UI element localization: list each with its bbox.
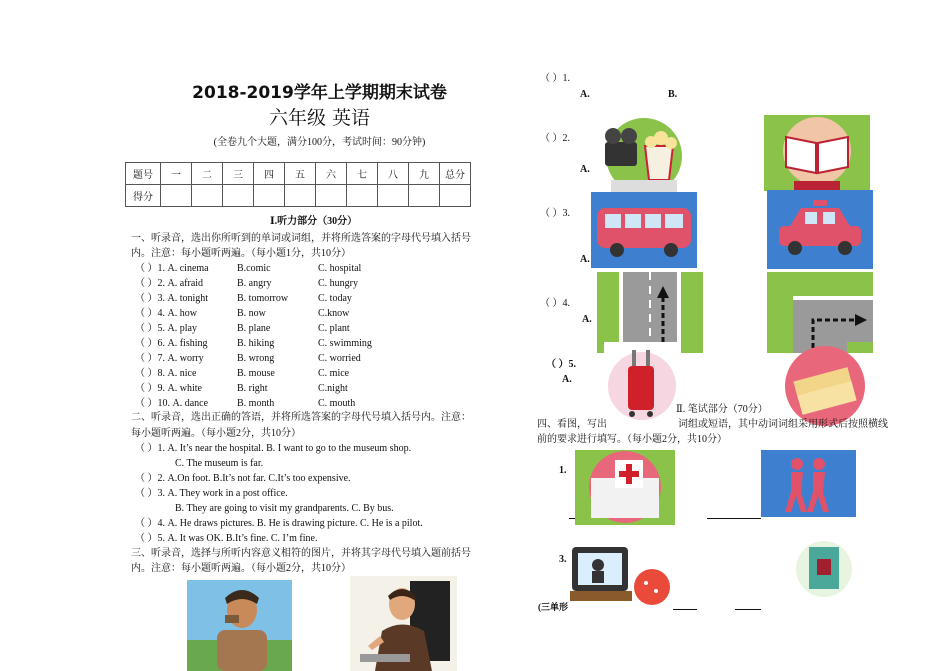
part1-item-option-b: B. wrong [237, 353, 275, 364]
part1-item-option-b: B. tomorrow [237, 293, 289, 304]
book-picture [795, 537, 853, 601]
part1-item-option-a: （ ）4. A. how [135, 308, 197, 319]
score-cell[interactable] [161, 185, 192, 207]
score-col: 二 [192, 163, 223, 185]
part3-instruction: 三、听录音，选择与所听内容意义相符的图片，并将其字母代号填入题前括号 [131, 548, 471, 559]
score-cell[interactable] [285, 185, 316, 207]
part1-item-option-c: C. hospital [318, 263, 362, 274]
score-cell[interactable] [223, 185, 254, 207]
score-col: 四 [254, 163, 285, 185]
part1-item-option-b: B. now [237, 308, 266, 319]
score-col: 七 [347, 163, 378, 185]
suitcase-picture [604, 342, 678, 422]
part1-item-option-c: C. worried [318, 353, 361, 364]
book-cover-icon [795, 537, 853, 601]
answer-blank[interactable] [735, 609, 761, 610]
q3-label: （ ）3. [540, 208, 570, 219]
part1-item-option-b: B. hiking [237, 338, 275, 349]
score-col: 六 [316, 163, 347, 185]
q1-label: （ ）1. [540, 73, 570, 84]
part1-item-option-b: B. right [237, 383, 268, 394]
part1-item-option-a: （ ）1. A. cinema [135, 263, 209, 274]
ticket-icon [785, 346, 865, 426]
score-table-header-row [126, 163, 471, 185]
part1-item-option-a: （ ）5. A. play [135, 323, 197, 334]
cinema-picture [591, 118, 697, 194]
score-cell[interactable] [347, 185, 378, 207]
part1-item-option-c: C.night [318, 383, 348, 394]
part1-item-option-a: （ ）6. A. fishing [135, 338, 208, 349]
answer-blank[interactable] [569, 518, 575, 519]
part1-item-option-a: （ ）2. A. afraid [135, 278, 204, 289]
part4-instruction: 词组或短语，其中动词词组采用形式后按照横线 [678, 419, 888, 430]
walk-picture [761, 450, 856, 517]
part1-item-option-c: C. today [318, 293, 352, 304]
movie-camera-popcorn-icon [591, 118, 697, 194]
score-table-score-row [126, 185, 471, 207]
tickets-picture [785, 346, 865, 426]
part2-line: （ ）4. A. He draws pictures. B. He is drawing picture. C. He is a pilot. [135, 518, 423, 529]
p1-label: 1. [559, 465, 567, 476]
part1-instruction: 一、听录音，选出你所听到的单词或词组，并将所选答案的字母代号填入括号 [131, 233, 471, 244]
p-label: (三单形 [538, 602, 568, 612]
part1-item-option-c: C. mice [318, 368, 350, 379]
tv-icon [570, 543, 672, 609]
part1-item-option-c: C. plant [318, 323, 350, 334]
exam-title: 2018-2019学年上学期期末试卷 [192, 83, 447, 103]
score-table-label: 题号 [126, 163, 161, 185]
section1-heading: Ⅰ.听力部分（30分） [270, 216, 358, 227]
bus-picture [591, 192, 697, 268]
exam-note: (全卷九个大题，满分100分，考试时间：90分钟) [213, 137, 426, 148]
score-cell[interactable] [409, 185, 440, 207]
q5-option-a: A. [562, 374, 572, 385]
score-table [125, 162, 471, 207]
p3-label: 3. [559, 554, 567, 565]
score-col: 九 [409, 163, 440, 185]
part1-item-option-a: （ ）9. A. white [135, 383, 202, 394]
part1-item-option-a: （ ）3. A. tonight [135, 293, 209, 304]
score-col: 五 [285, 163, 316, 185]
part1-item-option-b: B. plane [237, 323, 271, 334]
part1-item-option-a: （ ）7. A. worry [135, 353, 204, 364]
turn-road-picture [767, 272, 873, 353]
open-book-icon [764, 115, 870, 191]
part4-instruction: 前的要求进行填写。（每小题2分，共10分） [537, 434, 727, 445]
office-man-icon [350, 576, 457, 671]
taxi-icon [767, 190, 873, 269]
q2-option-a: A. [580, 164, 590, 175]
bus-icon [591, 192, 697, 268]
answer-blank[interactable] [673, 609, 697, 610]
watch-tv-picture [570, 543, 672, 609]
part2-instruction: 二、听录音，选出正确的答语，并将所选答案的字母代号填入括号内。注意： [131, 412, 471, 423]
part1-item-option-c: C. hungry [318, 278, 358, 289]
q1-option-b: B. [668, 89, 678, 100]
part3-instruction: 内。注意：每小题听两遍。（每小题2分，共10分） [131, 563, 351, 574]
score-cell[interactable] [378, 185, 409, 207]
suitcase-icon [604, 342, 678, 422]
library-picture [764, 115, 870, 191]
part2-line: （ ）2. A.On foot. B.It’s not far. C.It’s too expensive. [135, 473, 351, 484]
part1-item-option-a: （ ）8. A. nice [135, 368, 197, 379]
answer-blank[interactable] [707, 518, 761, 519]
part1-item-option-c: C.know [318, 308, 350, 319]
part1-item-option-b: B.comic [237, 263, 271, 274]
score-cell[interactable] [440, 185, 471, 207]
section2-heading: Ⅱ. 笔试部分（70分） [676, 404, 768, 415]
score-cell[interactable] [254, 185, 285, 207]
part2-instruction: 每小题听两遍。（每小题2分，共10分） [131, 428, 301, 439]
score-col: 三 [223, 163, 254, 185]
part2-line: （ ）1. A. It’s near the hospital. B. I want to go to the museum shop. [135, 443, 412, 454]
q2-label: （ ）2. [540, 133, 570, 144]
q3-option-a: A. [580, 254, 590, 265]
score-col: 一 [161, 163, 192, 185]
walking-people-icon [761, 450, 856, 517]
score-cell[interactable] [192, 185, 223, 207]
hospital-picture [575, 450, 675, 525]
taxi-picture [767, 190, 873, 269]
q4-option-a: A. [582, 314, 592, 325]
q1-option-a: A. [580, 89, 590, 100]
office-man-picture [350, 576, 457, 671]
whistle-man-picture [187, 580, 292, 671]
score-col: 总分 [440, 163, 471, 185]
part2-line: C. The museum is far. [175, 458, 264, 469]
part4-instruction: 四、看图，写出 [537, 419, 607, 430]
whistle-man-icon [187, 580, 292, 671]
q5-label: （ ）5. [546, 359, 576, 370]
part1-item-option-c: C. mouth [318, 398, 356, 409]
score-col: 八 [378, 163, 409, 185]
part1-item-option-c: C. swimming [318, 338, 372, 349]
part1-item-option-b: B. angry [237, 278, 272, 289]
part1-instruction: 内。注意：每小题听两遍。（每小题1分，共10分） [131, 248, 351, 259]
go-straight-icon [597, 272, 703, 353]
turn-right-icon [767, 272, 873, 353]
part2-line: （ ）3. A. They work in a post office. [135, 488, 288, 499]
part1-item-option-a: （ ）10. A. dance [135, 398, 209, 409]
hospital-icon [575, 450, 675, 525]
part1-item-option-b: B. month [237, 398, 275, 409]
q4-label: （ ）4. [540, 298, 570, 309]
straight-road-picture [597, 272, 703, 353]
score-table-label: 得分 [126, 185, 161, 207]
score-cell[interactable] [316, 185, 347, 207]
exam-subtitle: 六年级 英语 [268, 107, 371, 129]
part2-line: B. They are going to visit my grandparents. C. By bus. [175, 503, 394, 514]
part2-line: （ ）5. A. It was OK. B.It’s fine. C. I’m fine. [135, 533, 318, 544]
part1-item-option-b: B. mouse [237, 368, 275, 379]
